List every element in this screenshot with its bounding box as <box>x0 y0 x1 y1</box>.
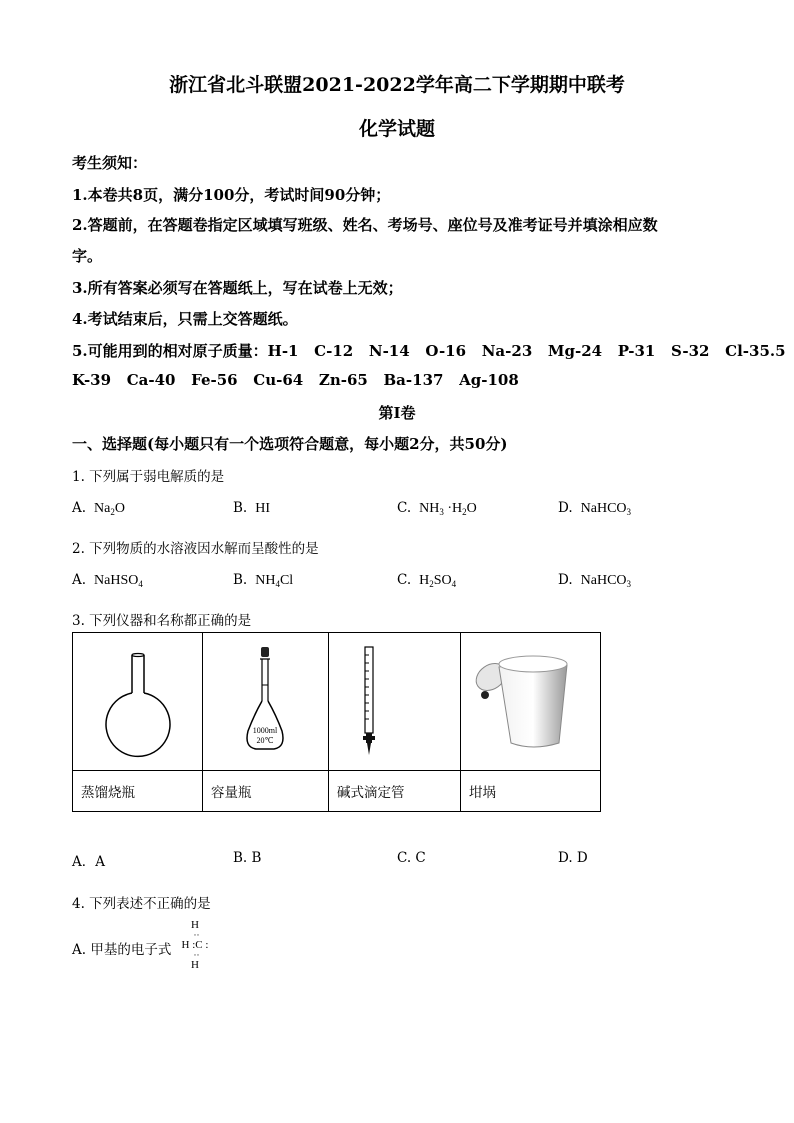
question-2-option-b <box>233 572 293 589</box>
formula-dots-bottom: ·· <box>193 950 200 960</box>
question-4-stem: 4. 下列表述不正确的是 <box>72 896 211 912</box>
flask-capacity-label: 1000ml <box>252 725 277 735</box>
question-2-option-d <box>558 572 631 589</box>
instrument-cell <box>329 633 461 771</box>
option-label: D. <box>558 572 573 588</box>
question-1-option-c <box>397 500 477 517</box>
formula-h-top: H <box>191 919 199 931</box>
option-label: D. <box>558 500 573 516</box>
atomic-mass-line: K-39 Ca-40 Fe-56 Cu-64 Zn-65 Ba-137 Ag-108 <box>72 371 519 389</box>
formula: HI <box>255 501 270 516</box>
crucible-image <box>463 635 599 765</box>
notice-item: 字。 <box>72 247 103 265</box>
formula: NaHCO$_3$ <box>580 573 632 589</box>
question-3-option-c: C. C <box>397 850 426 866</box>
instrument-cell <box>461 633 601 771</box>
exam-subtitle: 化学试题 <box>358 118 435 140</box>
atomic-mass-line: 5.可能用到的相对原子质量：H-1 C-12 N-14 O-16 Na-23 Mg-24 P-31 S-32 Cl-35.5 <box>72 342 786 360</box>
formula: $H_2SO_4$ <box>419 573 457 589</box>
option-label: C. <box>397 500 412 516</box>
question-3-stem: 3. 下列仪器和名称都正确的是 <box>72 613 252 629</box>
formula-h-bottom: H <box>191 959 199 971</box>
exam-title: 浙江省北斗联盟2021-2022学年高二下学期期中联考 <box>169 74 625 96</box>
formula: $NH_3 \cdot H_2O$ <box>419 501 477 517</box>
formula-dots-top: ·· <box>193 930 200 940</box>
formula-mid: H :C : <box>181 939 209 951</box>
question-4-option-a: A. 甲基的电子式 <box>72 942 172 958</box>
question-1-stem: 1. 下列属于弱电解质的是 <box>72 469 225 485</box>
volume-heading: 第I卷 <box>378 404 416 422</box>
question-3-option-b: B. B <box>233 850 262 866</box>
instrument-name: 蒸馏烧瓶 <box>73 771 203 812</box>
question-3-option-a: A．A <box>72 854 105 870</box>
instrument-cell <box>203 633 329 771</box>
notice-item: 2.答题前，在答题卷指定区域填写班级、姓名、考场号、座位号及准考证号并填涂相应数 <box>72 216 658 234</box>
question-2-option-a <box>72 572 143 589</box>
option-label: A. <box>72 500 87 516</box>
volumetric-flask-image <box>206 635 326 765</box>
section-heading: 一、选择题(每小题只有一个选项符合题意，每小题2分，共50分) <box>72 435 508 453</box>
question-1-option-a <box>72 500 125 517</box>
option-label: C. <box>397 572 412 588</box>
flask-temperature-label: 20℃ <box>256 735 273 745</box>
option-label: A. <box>72 572 87 588</box>
instrument-cell <box>73 633 203 771</box>
instrument-table <box>72 632 601 812</box>
methyl-electron-formula <box>178 920 212 971</box>
notice-item: 3.所有答案必须写在答题纸上，写在试卷上无效； <box>72 279 403 297</box>
instrument-name: 容量瓶 <box>203 771 329 812</box>
question-2-option-c <box>397 572 456 589</box>
formula: NaHCO$_3$ <box>580 501 632 517</box>
distillation-flask-image <box>75 635 201 765</box>
question-1-option-d <box>558 500 631 517</box>
instrument-name: 坩埚 <box>461 771 601 812</box>
notice-item: 1.本卷共8页，满分100分，考试时间90分钟； <box>72 186 391 204</box>
question-1-option-b <box>233 500 270 517</box>
burette-image <box>332 635 458 765</box>
instrument-name: 碱式滴定管 <box>329 771 461 812</box>
option-label: B. <box>233 572 248 588</box>
question-3-option-d: D. D <box>558 850 588 866</box>
notice-item: 4.考试结束后，只需上交答题纸。 <box>72 310 298 328</box>
formula: $Na_2O$ <box>94 501 125 517</box>
notice-heading: 考生须知： <box>72 154 148 172</box>
option-label: B. <box>233 500 248 516</box>
question-2-stem: 2. 下列物质的水溶液因水解而呈酸性的是 <box>72 541 319 557</box>
formula: NaHSO$_4$ <box>94 573 143 589</box>
formula: $NH_4Cl$ <box>255 573 294 589</box>
